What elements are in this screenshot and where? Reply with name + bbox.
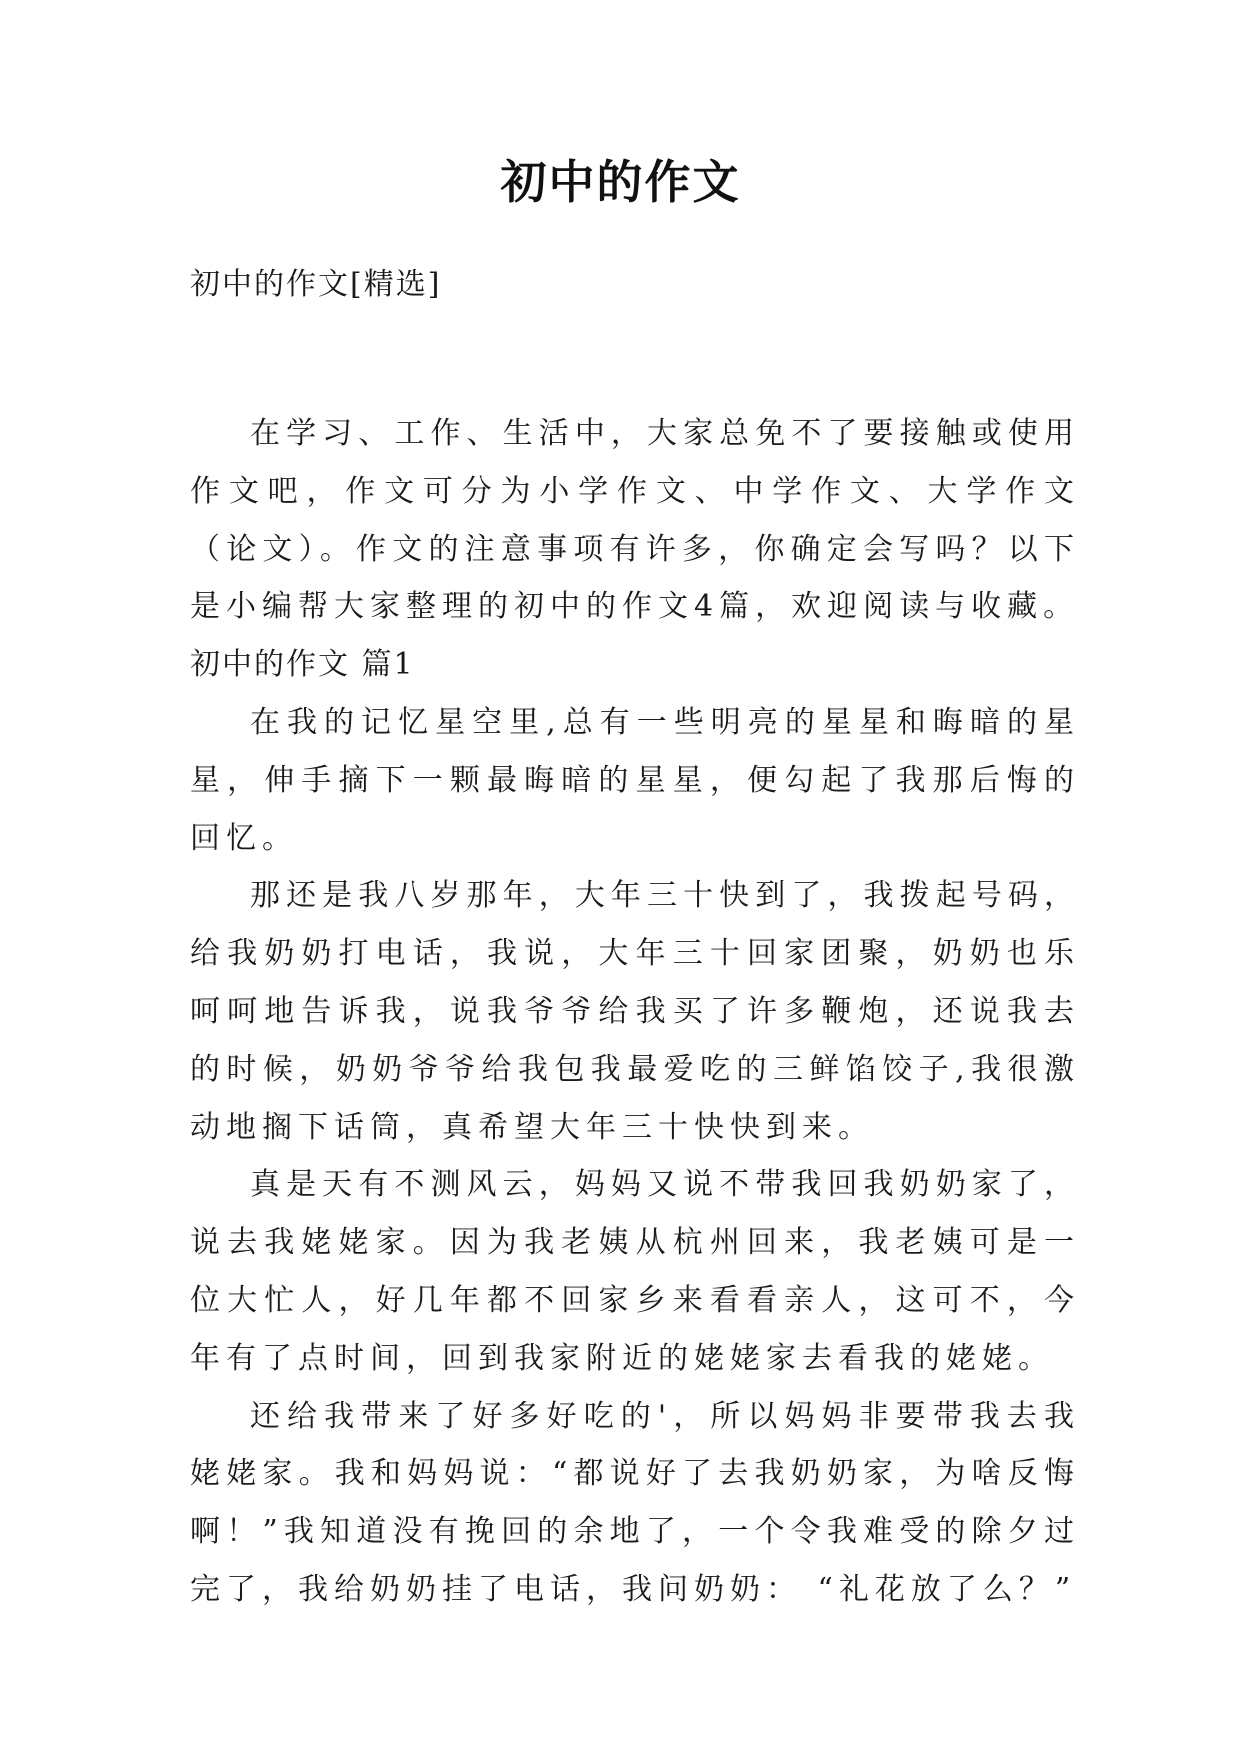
document-body xyxy=(190,405,1080,1619)
document-subtitle: 初中的作文[精选] xyxy=(190,267,442,302)
body-paragraph: 真是天有不测风云，妈妈又说不带我回我奶奶家了，说去我姥姥家。因为我老姨从杭州回来，我老姨可是一位大忙人，好几年都不回家乡来看看亲人，这可不，今年有了点时间，回到我家附近的姥姥家去看我的姥姥。 xyxy=(190,1167,1080,1376)
body-paragraph: 那还是我八岁那年，大年三十快到了，我拨起号码，给我奶奶打电话，我说，大年三十回家团聚，奶奶也乐呵呵地告诉我，说我爷爷给我买了许多鞭炮，还说我去的时候，奶奶爷爷给我包我最爱吃的三鲜馅饺子,我很激动地搁下话筒，真希望大年三十快快到来。 xyxy=(190,878,1080,1145)
document-title: 初中的作文 xyxy=(500,155,741,209)
intro-paragraph: 在学习、工作、生活中，大家总免不了要接触或使用作文吧，作文可分为小学作文、中学作文、大学作文（论文）。作文的注意事项有许多，你确定会写吗？以下是小编帮大家整理的初中的作文4篇，欢迎阅读与收藏。 xyxy=(190,416,1080,625)
section-heading: 初中的作文 篇1 xyxy=(190,647,415,683)
body-paragraph: 还给我带来了好多好吃的'，所以妈妈非要带我去我姥姥家。我和妈妈说：“都说好了去我奶奶家，为啥反悔啊！”我知道没有挽回的余地了，一个令我难受的除夕过完了，我给奶奶挂了电话，我问奶奶： “礼花放了么？” xyxy=(190,1398,1080,1607)
body-paragraph: 在我的记忆星空里,总有一些明亮的星星和晦暗的星星，伸手摘下一颗最晦暗的星星，便勾起了我那后悔的回忆。 xyxy=(190,704,1080,856)
